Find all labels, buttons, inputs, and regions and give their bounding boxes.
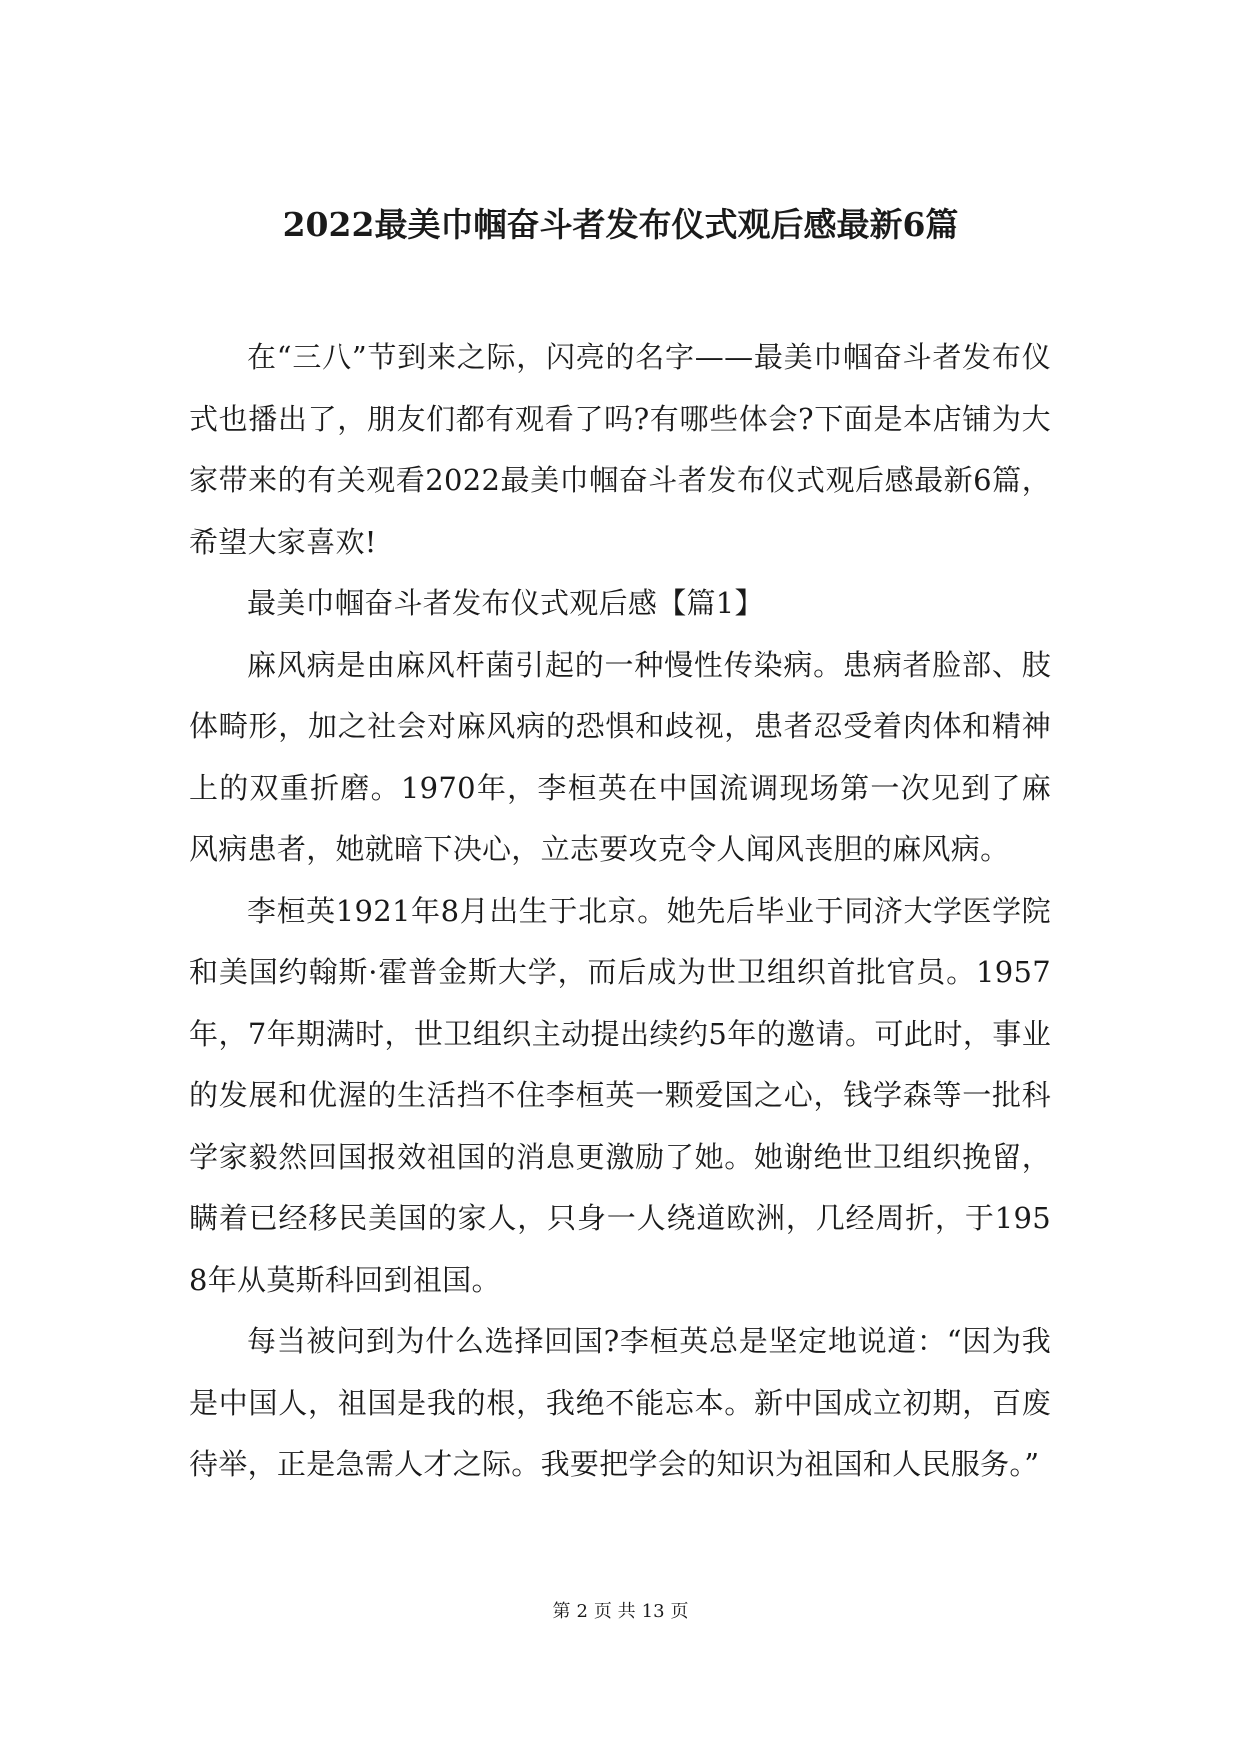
body-paragraph-3: 每当被问到为什么选择回国?李桓英总是坚定地说道：“因为我是中国人，祖国是我的根，我绝不能忘本。新中国成立初期，百废待举，正是急需人才之际。我要把学会的知识为祖国和人民服务。” bbox=[189, 1324, 1051, 1481]
footer-prefix: 第 bbox=[552, 1601, 571, 1622]
body-paragraph-2: 李桓英1921年8月出生于北京。她先后毕业于同济大学医学院和美国约翰斯·霍普金斯大学，而后成为世卫组织首批官员。1957年，7年期满时，世卫组织主动提出续约5年的邀请。可此时，事业的发展和优渥的生活挡不住李桓英一颗爱国之心，钱学森等一批科学家毅然回国报效祖国的消息更激励了她。她谢绝世卫组织挽留，瞒着已经移民美国的家人，只身一人绕道欧洲，几经周折，于1958年从莫斯科回到祖国。 bbox=[189, 893, 1051, 1297]
document-title: 2022最美巾帼奋斗者发布仪式观后感最新6篇 bbox=[282, 205, 959, 244]
document-body bbox=[189, 327, 1051, 1496]
footer-suffix: 页 bbox=[670, 1601, 689, 1622]
section-heading-1: 最美巾帼奋斗者发布仪式观后感【篇1】 bbox=[247, 586, 764, 620]
footer-middle: 页 共 bbox=[593, 1601, 636, 1622]
body-paragraph-1: 麻风病是由麻风杆菌引起的一种慢性传染病。患病者脸部、肢体畸形，加之社会对麻风病的恐惧和歧视，患者忍受着肉体和精神上的双重折磨。1970年，李桓英在中国流调现场第一次见到了麻风病患者，她就暗下决心，立志要攻克令人闻风丧胆的麻风病。 bbox=[189, 647, 1051, 866]
intro-paragraph: 在“三八”节到来之际，闪亮的名字——最美巾帼奋斗者发布仪式也播出了，朋友们都有观看了吗?有哪些体会?下面是本店铺为大家带来的有关观看2022最美巾帼奋斗者发布仪式观后感最新6篇，希望大家喜欢! bbox=[189, 340, 1051, 559]
footer-current-page: 2 bbox=[576, 1601, 588, 1622]
page-number-footer bbox=[0, 1600, 1241, 1624]
footer-total-pages: 13 bbox=[641, 1601, 665, 1622]
